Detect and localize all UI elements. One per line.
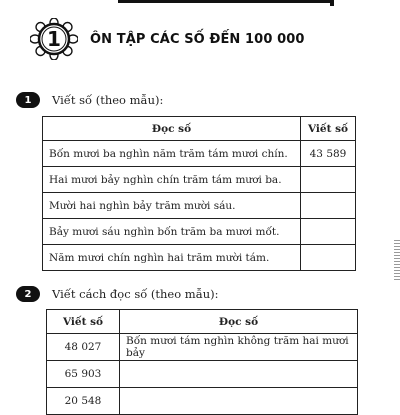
lesson-title: ÔN TẬP CÁC SỐ ĐẾN 100 000 (90, 31, 305, 47)
write-cell[interactable] (301, 193, 356, 219)
read-cell: Bảy mươi sáu nghìn bốn trăm ba mươi mốt. (43, 219, 301, 245)
read-cell[interactable] (120, 388, 358, 415)
read-cell[interactable]: Bốn mươi tám nghìn không trăm hai mươi bảy (120, 334, 358, 361)
col-header-read: Đọc số (120, 310, 358, 334)
col-header-write: Viết số (301, 117, 356, 141)
exercise-2-heading (16, 286, 219, 302)
top-decoration-bar (118, 0, 334, 3)
read-cell: Năm mươi chín nghìn hai trăm mười tám. (43, 245, 301, 271)
table-row (43, 219, 356, 245)
exercise-1-heading (16, 92, 163, 108)
read-cell: Hai mươi bảy nghìn chín trăm tám mươi ba. (43, 167, 301, 193)
write-cell: 65 903 (47, 361, 120, 388)
write-cell: 48 027 (47, 334, 120, 361)
lesson-header (30, 18, 305, 60)
read-cell: Mười hai nghìn bảy trăm mười sáu. (43, 193, 301, 219)
table-row (47, 334, 358, 361)
exercise-1-badge: 1 (16, 92, 40, 108)
table-row (43, 245, 356, 271)
write-cell[interactable] (301, 219, 356, 245)
table-header-row (43, 117, 356, 141)
write-cell[interactable] (301, 167, 356, 193)
exercise-2-table (46, 309, 358, 415)
col-header-read: Đọc số (43, 117, 301, 141)
exercise-1-table (42, 116, 356, 271)
read-cell: Bốn mươi ba nghìn năm trăm tám mươi chín. (43, 141, 301, 167)
lesson-number-badge (30, 18, 78, 60)
table-row (47, 361, 358, 388)
read-cell[interactable] (120, 361, 358, 388)
table-row (47, 388, 358, 415)
col-header-write: Viết số (47, 310, 120, 334)
table-header-row (47, 310, 358, 334)
write-cell[interactable] (301, 245, 356, 271)
table-row (43, 193, 356, 219)
exercise-2-badge: 2 (16, 286, 40, 302)
top-decoration-tick (330, 0, 334, 6)
lesson-number: 1 (47, 27, 61, 51)
write-cell[interactable]: 43 589 (301, 141, 356, 167)
table-row (43, 167, 356, 193)
page-edge-texture (394, 240, 400, 280)
table-row (43, 141, 356, 167)
exercise-1-instruction: Viết số (theo mẫu): (52, 93, 164, 107)
write-cell: 20 548 (47, 388, 120, 415)
exercise-2-instruction: Viết cách đọc số (theo mẫu): (52, 287, 219, 301)
